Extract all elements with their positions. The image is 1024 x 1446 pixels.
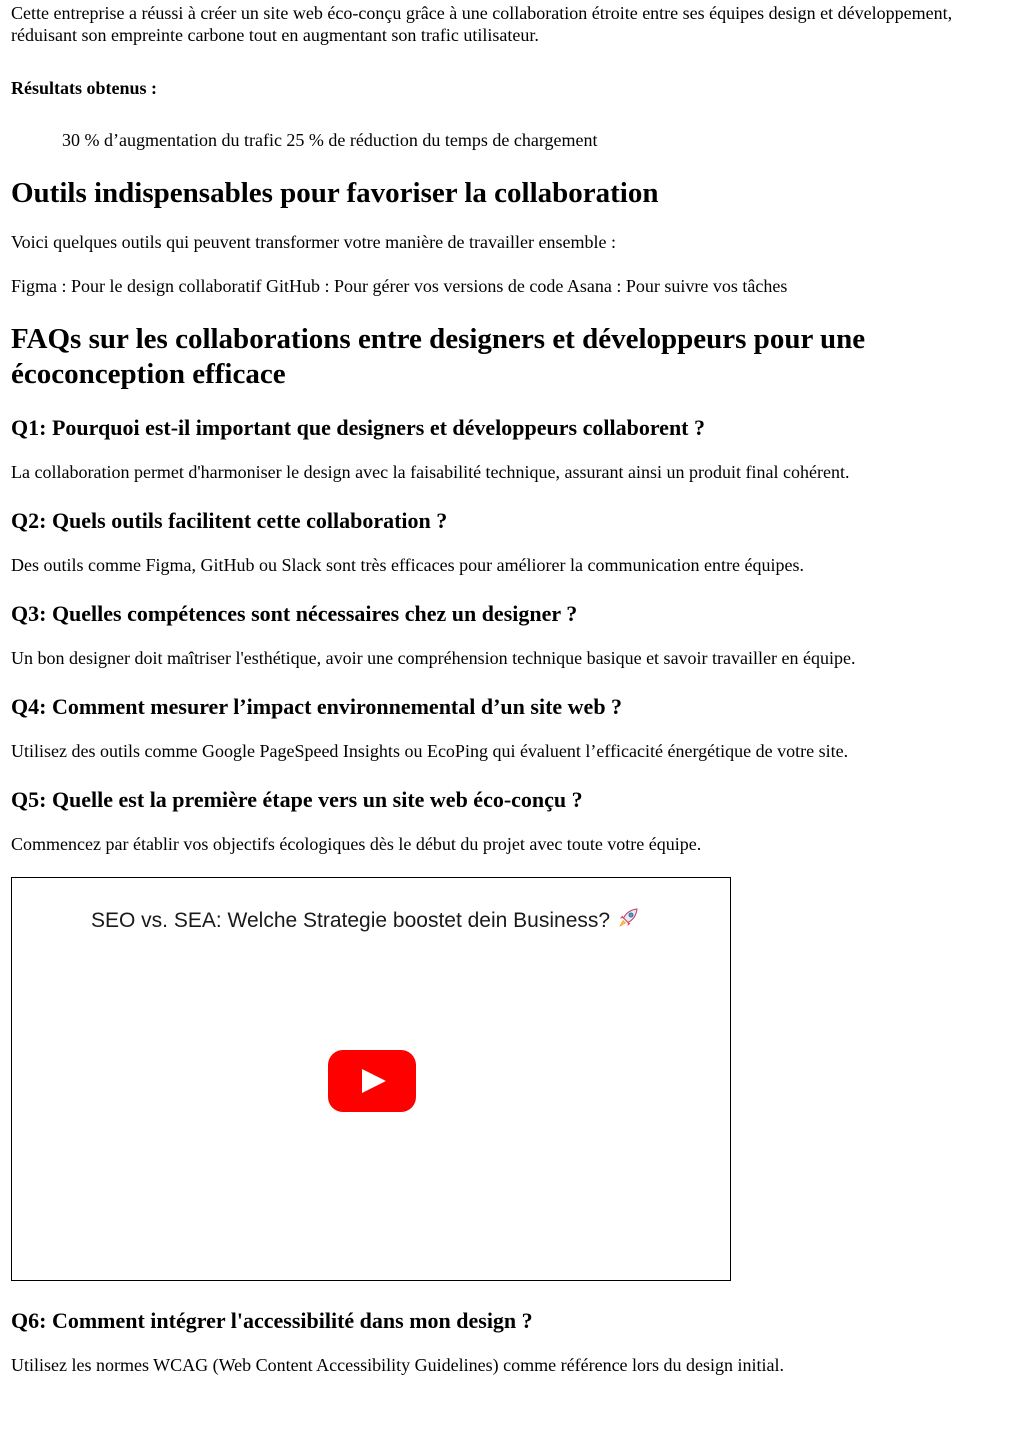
video-title[interactable]	[91, 906, 640, 937]
results-list: 30 % d’augmentation du trafic 25 % de réduction du temps de chargement	[62, 130, 598, 150]
youtube-play-icon	[328, 1050, 416, 1112]
youtube-play-button[interactable]	[328, 1050, 416, 1112]
faq-answer-5: Commencez par établir vos objectifs écologiques dès le début du projet avec toute votre équipe.	[11, 834, 702, 854]
faq-question-4: Q4: Comment mesurer l’impact environnemental d’un site web ?	[11, 694, 623, 719]
video-title-text: SEO vs. SEA: Welche Strategie boostet dein Business?	[91, 909, 611, 932]
embedded-video[interactable]	[11, 877, 731, 1281]
faq-question-1: Q1: Pourquoi est-il important que designers et développeurs collaborent ?	[11, 415, 706, 440]
results-label: Résultats obtenus :	[11, 78, 158, 98]
article-content	[11, 0, 1011, 1376]
faq-answer-1: La collaboration permet d'harmoniser le design avec la faisabilité technique, assurant ainsi un produit final cohérent.	[11, 462, 850, 482]
faq-question-5: Q5: Quelle est la première étape vers un site web éco-conçu ?	[11, 787, 583, 812]
tools-intro: Voici quelques outils qui peuvent transformer votre manière de travailler ensemble :	[11, 232, 616, 252]
faq-answer-4: Utilisez des outils comme Google PageSpeed Insights ou EcoPing qui évaluent l’efficacité énergétique de votre site.	[11, 741, 849, 761]
rocket-icon	[616, 906, 640, 937]
faq-question-6: Q6: Comment intégrer l'accessibilité dans mon design ?	[11, 1308, 533, 1333]
tools-list: Figma : Pour le design collaboratif GitHub : Pour gérer vos versions de code Asana : Pour suivre vos tâches	[11, 276, 788, 296]
faq-question-2: Q2: Quels outils facilitent cette collaboration ?	[11, 508, 448, 533]
faq-heading: FAQs sur les collaborations entre designers et développeurs pour une écoconception efficace	[11, 323, 866, 390]
faq-answer-2: Des outils comme Figma, GitHub ou Slack sont très efficaces pour améliorer la communication entre équipes.	[11, 555, 804, 575]
intro-paragraph: Cette entreprise a réussi à créer un site web éco-conçu grâce à une collaboration étroite entre ses équipes design et développement, réduisant son empreinte carbone tout en augmentant son trafic utilisateur.	[11, 3, 953, 45]
faq-answer-3: Un bon designer doit maîtriser l'esthétique, avoir une compréhension technique basique et savoir travailler en équipe.	[11, 648, 856, 668]
faq-answer-6: Utilisez les normes WCAG (Web Content Accessibility Guidelines) comme référence lors du design initial.	[11, 1355, 785, 1375]
faq-question-3: Q3: Quelles compétences sont nécessaires chez un designer ?	[11, 601, 578, 626]
tools-heading: Outils indispensables pour favoriser la collaboration	[11, 177, 659, 209]
